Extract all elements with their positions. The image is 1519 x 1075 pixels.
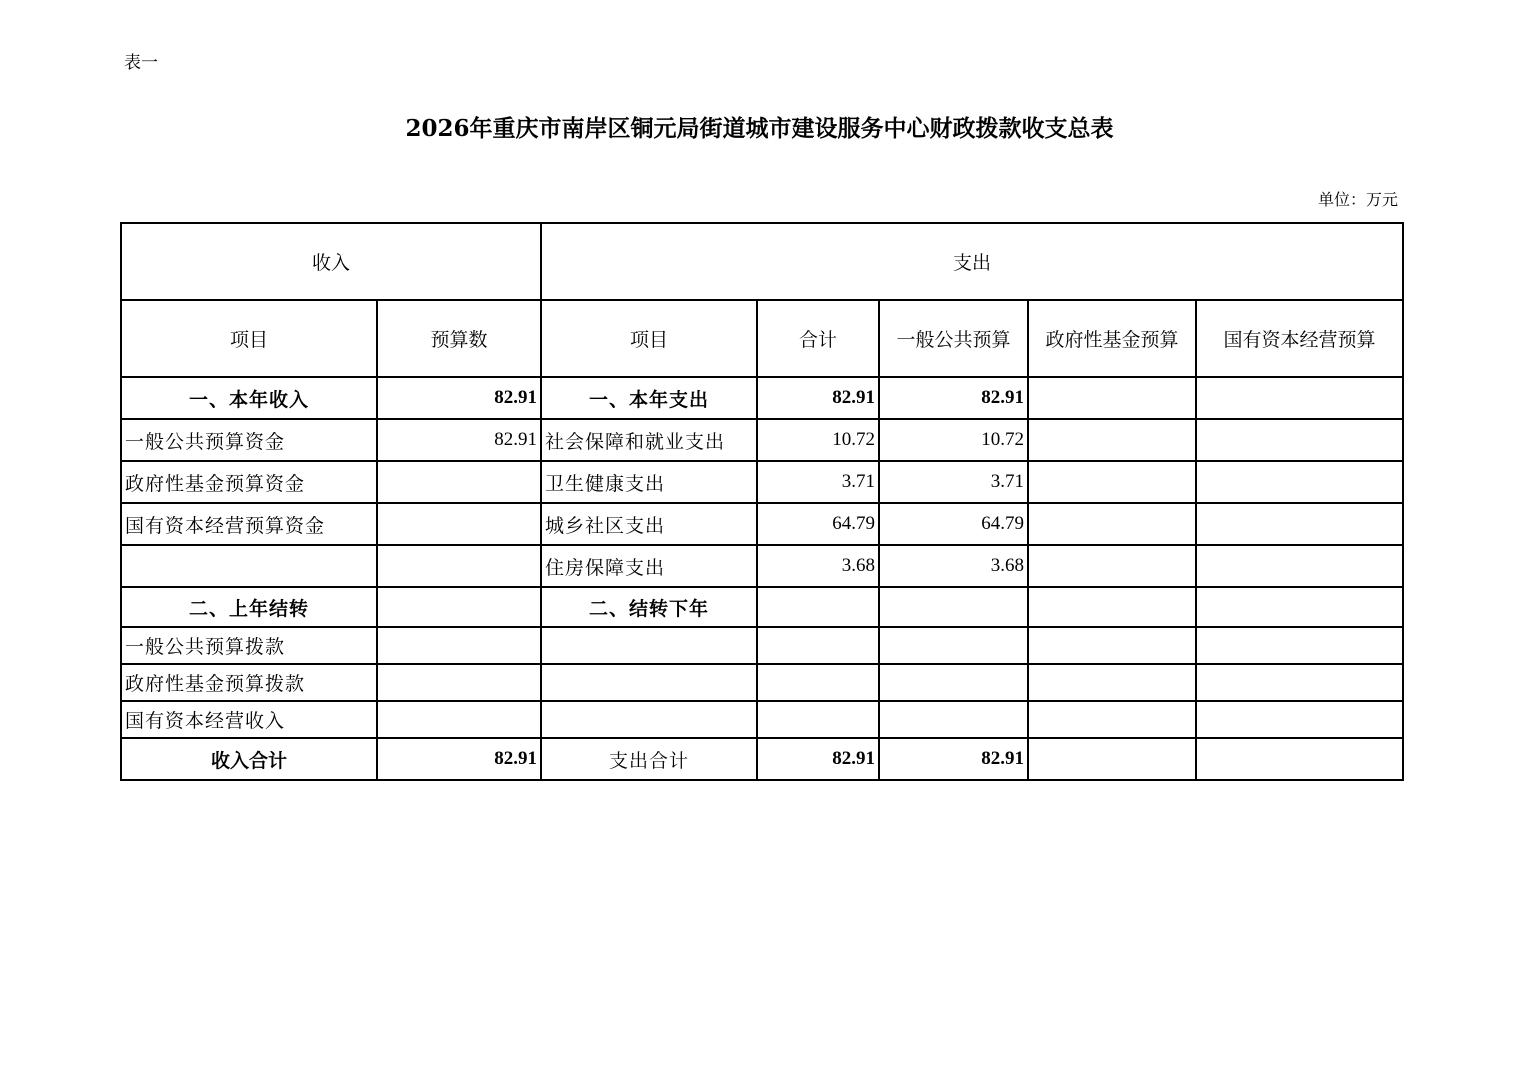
total-cell <box>757 664 879 701</box>
state-capital-total-value <box>1196 738 1403 780</box>
income-item-cell: 政府性基金预算资金 <box>121 461 377 503</box>
general-public-cell <box>879 701 1028 738</box>
general-public-cell: 3.71 <box>879 461 1028 503</box>
income-budget-header: 预算数 <box>377 300 541 377</box>
income-item-cell <box>121 545 377 587</box>
expense-item-cell <box>541 701 757 738</box>
total-cell <box>757 701 879 738</box>
state-capital-cell <box>1196 419 1403 461</box>
general-public-budget-header: 一般公共预算 <box>879 300 1028 377</box>
totals-row <box>121 738 1403 780</box>
income-total-label: 收入合计 <box>121 738 377 780</box>
gov-fund-cell <box>1028 419 1196 461</box>
gov-fund-cell <box>1028 701 1196 738</box>
income-budget-cell <box>377 664 541 701</box>
table-row <box>121 461 1403 503</box>
income-item-cell: 国有资本经营预算资金 <box>121 503 377 545</box>
gov-fund-cell <box>1028 545 1196 587</box>
income-item-cell: 一般公共预算拨款 <box>121 627 377 664</box>
general-public-cell <box>879 627 1028 664</box>
income-group-header: 收入 <box>121 223 541 300</box>
income-item-header: 项目 <box>121 300 377 377</box>
form-number: 表一 <box>124 53 158 73</box>
total-cell: 64.79 <box>757 503 879 545</box>
income-item-cell: 一般公共预算资金 <box>121 419 377 461</box>
table-row <box>121 545 1403 587</box>
expense-item-cell <box>541 664 757 701</box>
income-budget-cell: 82.91 <box>377 419 541 461</box>
general-public-cell: 82.91 <box>879 377 1028 419</box>
total-cell <box>757 587 879 627</box>
expense-item-cell: 住房保障支出 <box>541 545 757 587</box>
general-public-cell <box>879 587 1028 627</box>
total-cell: 10.72 <box>757 419 879 461</box>
expense-item-cell <box>541 627 757 664</box>
total-header: 合计 <box>757 300 879 377</box>
general-public-total-value: 82.91 <box>879 738 1028 780</box>
general-public-cell <box>879 664 1028 701</box>
state-capital-cell <box>1196 664 1403 701</box>
group-header-row <box>121 223 1403 300</box>
table-row <box>121 419 1403 461</box>
budget-summary-table <box>120 222 1404 781</box>
income-item-cell: 二、上年结转 <box>121 587 377 627</box>
state-capital-cell <box>1196 461 1403 503</box>
expense-item-header: 项目 <box>541 300 757 377</box>
gov-fund-cell <box>1028 627 1196 664</box>
income-item-cell: 一、本年收入 <box>121 377 377 419</box>
general-public-cell: 3.68 <box>879 545 1028 587</box>
state-capital-cell <box>1196 627 1403 664</box>
income-budget-cell <box>377 627 541 664</box>
state-capital-budget-header: 国有资本经营预算 <box>1196 300 1403 377</box>
income-total-value: 82.91 <box>377 738 541 780</box>
table-row <box>121 664 1403 701</box>
income-item-cell: 国有资本经营收入 <box>121 701 377 738</box>
expense-item-cell: 一、本年支出 <box>541 377 757 419</box>
page-title: 2026年重庆市南岸区铜元局街道城市建设服务中心财政拨款收支总表 <box>405 115 1114 142</box>
gov-fund-cell <box>1028 664 1196 701</box>
income-budget-cell <box>377 503 541 545</box>
state-capital-cell <box>1196 545 1403 587</box>
expense-total-value: 82.91 <box>757 738 879 780</box>
total-cell: 3.71 <box>757 461 879 503</box>
total-cell: 82.91 <box>757 377 879 419</box>
total-cell <box>757 627 879 664</box>
column-header-row <box>121 300 1403 377</box>
income-budget-cell <box>377 545 541 587</box>
general-public-cell: 10.72 <box>879 419 1028 461</box>
table-row <box>121 587 1403 627</box>
expense-item-cell: 城乡社区支出 <box>541 503 757 545</box>
income-budget-cell: 82.91 <box>377 377 541 419</box>
income-item-cell: 政府性基金预算拨款 <box>121 664 377 701</box>
total-cell: 3.68 <box>757 545 879 587</box>
table-row <box>121 503 1403 545</box>
gov-fund-budget-header: 政府性基金预算 <box>1028 300 1196 377</box>
state-capital-cell <box>1196 587 1403 627</box>
table-row <box>121 377 1403 419</box>
gov-fund-cell <box>1028 503 1196 545</box>
gov-fund-total-value <box>1028 738 1196 780</box>
state-capital-cell <box>1196 701 1403 738</box>
expense-item-cell: 卫生健康支出 <box>541 461 757 503</box>
gov-fund-cell <box>1028 461 1196 503</box>
income-budget-cell <box>377 461 541 503</box>
gov-fund-cell <box>1028 587 1196 627</box>
general-public-cell: 64.79 <box>879 503 1028 545</box>
unit-label: 单位：万元 <box>1317 190 1398 209</box>
table-row <box>121 627 1403 664</box>
expense-item-cell: 社会保障和就业支出 <box>541 419 757 461</box>
expense-total-label: 支出合计 <box>541 738 757 780</box>
gov-fund-cell <box>1028 377 1196 419</box>
state-capital-cell <box>1196 377 1403 419</box>
table-row <box>121 701 1403 738</box>
income-budget-cell <box>377 701 541 738</box>
state-capital-cell <box>1196 503 1403 545</box>
expense-item-cell: 二、结转下年 <box>541 587 757 627</box>
expense-group-header: 支出 <box>541 223 1403 300</box>
income-budget-cell <box>377 587 541 627</box>
